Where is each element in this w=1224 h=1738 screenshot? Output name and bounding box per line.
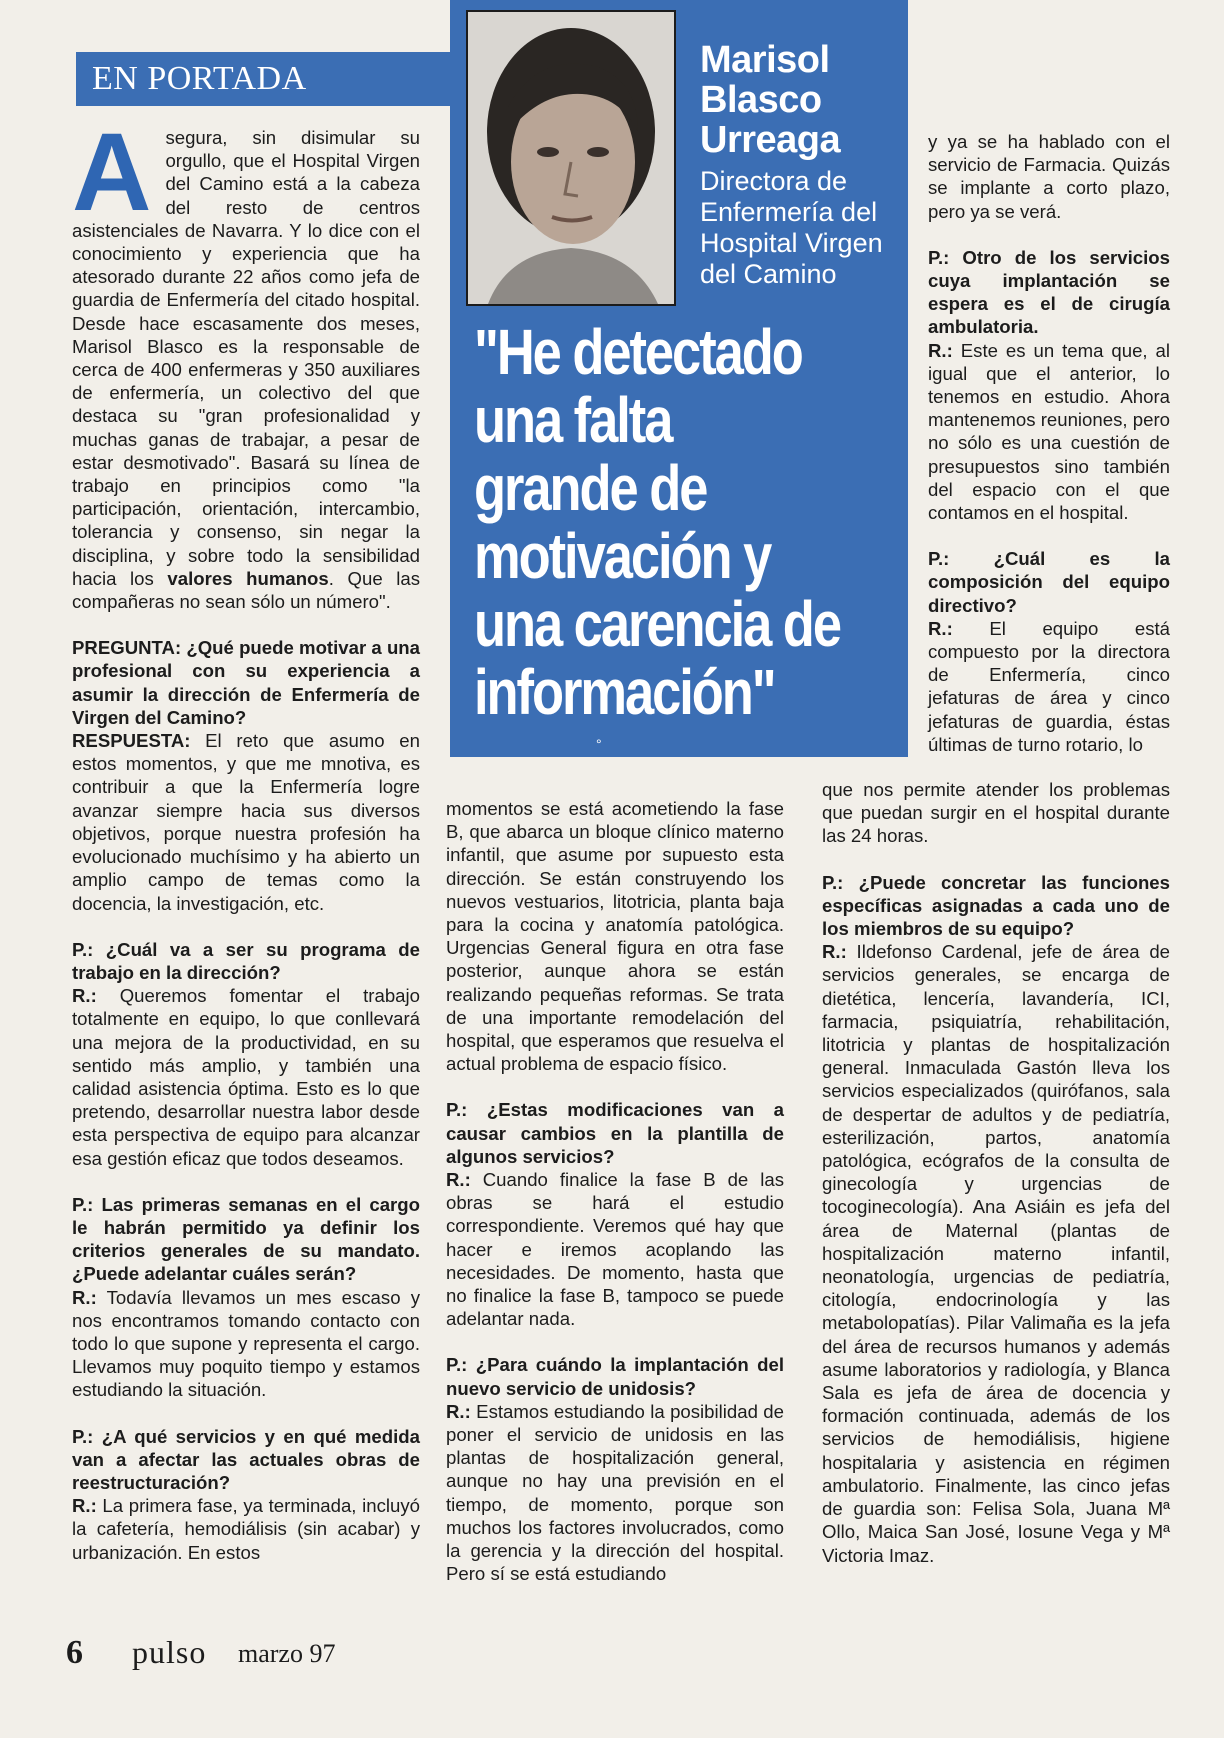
question-text: Otro de los servicios cuya implantación se espera es el de cirugía ambulatoria.: [928, 246, 1170, 338]
question-text: ¿Para cuándo la implantación del nuevo servicio de unidosis?: [446, 1354, 784, 1399]
question-text: ¿Cuál va a ser su programa de trabajo en la dirección?: [72, 938, 420, 983]
question-label: P.:: [72, 1425, 94, 1447]
subject-name: [700, 40, 900, 160]
role-line: Hospital Virgen: [700, 228, 883, 258]
article-column-1: [72, 111, 421, 1587]
answer-text: El equipo está compuesto por la directora de Enfermería, cinco jefaturas de área y cinco jefaturas de guardia, éstas últimas de turno rotario, lo: [928, 617, 1170, 755]
feature-panel: [450, 0, 908, 757]
quote-line: "He detectado: [474, 316, 802, 388]
answer-label: R.:: [72, 985, 97, 1007]
name-line: Urreaga: [700, 119, 841, 161]
publication-name: pulso: [132, 1634, 207, 1670]
intro-paragraph: [72, 111, 421, 613]
question-text: ¿Qué puede motivar a una profesional con su experiencia a asumir la dirección de Enfermería de Virgen del Camino?: [72, 637, 420, 728]
pull-quote: [474, 318, 900, 726]
qa-block: [928, 246, 1170, 524]
role-line: Enfermería del: [700, 197, 878, 227]
article-column-3-lower: [822, 778, 1170, 1590]
question-label: PREGUNTA:: [72, 637, 182, 659]
question-label: P.:: [72, 1193, 94, 1215]
continuation-paragraph: [928, 130, 1170, 223]
question-text: ¿Puede concretar las funciones específicas asignadas a cada uno de los miembros de su equipo?: [822, 871, 1170, 940]
qa-block: [72, 938, 420, 1170]
role-line: Directora de: [700, 166, 848, 196]
answer-text: La primera fase, ya terminada, incluyó la cafetería, hemodiálisis (sin acabar) y urbanización. En estos: [72, 1495, 420, 1563]
answer-text: El reto que asumo en estos momentos, y que me mnotiva, es contribuir a que la Enfermería logre avanzar siempre hacia sus diversos objetivos, porque nuestra profesión ha evolucionado muchísimo y ha abierto un amplio campo de temas como la docencia, la investigación, etc.: [72, 730, 420, 914]
answer-text: y ya se ha hablado con el servicio de Farmacia. Quizás se implante a corto plazo, pero ya se verá.: [928, 131, 1170, 222]
answer-label: R.:: [446, 1400, 471, 1422]
question-text: ¿Estas modificaciones van a causar cambios en la plantilla de algunos servicios?: [446, 1099, 784, 1167]
answer-label: R.:: [72, 1286, 97, 1308]
role-line: del Camino: [700, 259, 837, 289]
answer-text: Queremos fomentar el trabajo totalmente en equipo, lo que conllevará una mejora de la productividad, en su sentido más amplio, y también una calidad asistencia óptima. Esto es lo que pretendo, desarrollar nuestra labor desde esta perspectiva de equipo para alcanzar esa gestión eficaz que todos deseamos.: [72, 985, 420, 1169]
name-line: Marisol: [700, 39, 830, 81]
answer-text: Este es un tema que, al igual que el anterior, lo tenemos en estudio. Ahora mantenemos reuniones, pero no sólo es una cuestión de presupuestos sino también del espacio con el que contamos en el hospital.: [928, 339, 1170, 524]
answer-label: RESPUESTA:: [72, 730, 191, 752]
quote-line: una carencia de: [474, 588, 840, 660]
subject-name-block: [700, 40, 900, 290]
intro-text: segura, sin disimular su orgullo, que el Hospital Virgen del Camino está a la cabeza del resto de centros asistenciales de Navarra. Y lo dice con el conocimiento y experiencia que ha atesorado durante 22 años como jefa de guardia de Enfermería del citado hospital. Desde hace escasamente dos meses, Marisol Blasco es la responsable de cerca de 400 enfermeras y 350 auxiliares de enfermería, un colectivo del que destaca su "gran profesionalidad y muchas ganas de trabajar, a pesar de estar desmotivado". Basará su línea de trabajo en principios como "la participación, orientación, intercambio, tolerancia y consenso, sin negar la disciplina, y sobre todo la sensibilidad hacia los: [72, 127, 420, 589]
quote-line: grande de: [474, 452, 707, 524]
answer-label: R.:: [446, 1169, 471, 1191]
question-text: ¿Cuál es la composición del equipo directivo?: [928, 548, 1170, 616]
continuation-paragraph: [822, 778, 1170, 848]
ornament-mark: °: [596, 736, 602, 752]
portrait-photo: [466, 10, 676, 306]
answer-text: Cuando finalice la fase B de las obras se hará el estudio correspondiente. Veremos qué hay que hacer e iremos acoplando las necesidades. De momento, hasta que no finalice la fase B, tampoco se puede adelantar nada.: [446, 1169, 784, 1330]
question-label: P.:: [928, 548, 950, 570]
answer-text: Todavía llevamos un mes escaso y nos encontramos tomando contacto con todo lo que supone y representa el cargo. Llevamos muy poquito tiempo y estamos estudiando la situación.: [72, 1286, 420, 1401]
question-label: P.:: [822, 871, 844, 893]
qa-block: [72, 1193, 420, 1402]
issue-date: marzo 97: [238, 1639, 336, 1668]
question-text: Las primeras semanas en el cargo le habrán permitido ya definir los criterios generales de su mandato. ¿Puede adelantar cuáles serán?: [72, 1193, 420, 1285]
question-label: P.:: [446, 1099, 468, 1121]
quote-line: información": [474, 656, 775, 728]
answer-text: Estamos estudiando la posibilidad de poner el servicio de unidosis en las plantas de hospitalización general, aunque no hay una previsión en el tiempo, de momento, porque son muchos los factores involucrados, como la gerencia y la dirección del hospital. Pero sí se está estudiando: [446, 1400, 784, 1585]
question-label: P.:: [928, 246, 950, 268]
question-label: P.:: [446, 1354, 468, 1376]
question-label: P.:: [72, 938, 94, 960]
qa-block: [928, 547, 1170, 756]
answer-text: Ildefonso Cardenal, jefe de área de servicios generales, se encarga de dietética, lencería, lavandería, ICI, farmacia, psiquiatría, rehabilitación, litotricia y plantas de hospitalización general. Inmaculada Gastón lleva los servicios especializados (quirófanos, sala de despertar de adultos y de pediatría, esterilización, partos, anatomía patológica, ecógrafos de la consulta de ginecología y urgencias de tocoginecología). Ana Asiáin es jefa del área de Maternal (plantas de hospitalización materno infantil, neonatología, urgencias de pediatría, citología, endocrinología y las metabolopatías). Pilar Valimaña es la jefa del área de recursos humanos y además asume laboratorios y radiología, y Blanca Sala es jefa de área de docencia y formación continuada, además de los servicios de hemodiálisis, higiene hospitalaria y asistencia en régimen ambulatorio. Finalmente, las cinco jefas de guardia son: Felisa Sola, Juana Mª Ollo, Maica San José, Iosune Vega y Mª Victoria Imaz.: [822, 941, 1170, 1566]
article-column-3: [928, 130, 1170, 756]
qa-block: [72, 1425, 420, 1564]
answer-text: momentos se está acometiendo la fase B, que abarca un bloque clínico materno infantil, que asume por supuesto esta dirección. Se están construyendo los nuevos vestuarios, litotricia, planta baja para la cocina y anatomía patológica. Urgencias General figura en otra fase posterior, aunque ahora se están realizando pequeñas reformas. Se trata de una importante remodelación del hospital, que esperamos que resuelva el actual problema de espacio físico.: [446, 798, 784, 1075]
qa-block: [446, 1353, 784, 1585]
portrait-illustration: [468, 12, 674, 304]
question-text: ¿A qué servicios y en qué medida van a afectar las actuales obras de reestructuración?: [72, 1425, 420, 1493]
answer-label: R.:: [822, 941, 847, 963]
article-column-2: [446, 797, 784, 1609]
page-number: 6: [66, 1634, 83, 1671]
qa-block: [72, 636, 420, 914]
section-tag: EN PORTADA: [76, 52, 454, 106]
intro-text-end: . Que las compañeras no sean sólo un número".: [72, 567, 421, 613]
intro-bold-text: valores humanos: [167, 567, 329, 589]
answer-label: R.:: [928, 339, 953, 361]
answer-label: R.:: [72, 1495, 97, 1517]
qa-block: [446, 1098, 784, 1330]
name-line: Blasco: [700, 79, 822, 121]
answer-text: que nos permite atender los problemas que puedan surgir en el hospital durante las 24 horas.: [822, 779, 1170, 847]
quote-line: motivación y: [474, 520, 771, 592]
continuation-paragraph: [446, 797, 784, 1075]
subject-role: [700, 166, 900, 290]
drop-cap: A: [72, 111, 152, 234]
answer-label: R.:: [928, 617, 953, 639]
quote-line: una falta: [474, 384, 672, 456]
qa-block: [822, 871, 1170, 1567]
